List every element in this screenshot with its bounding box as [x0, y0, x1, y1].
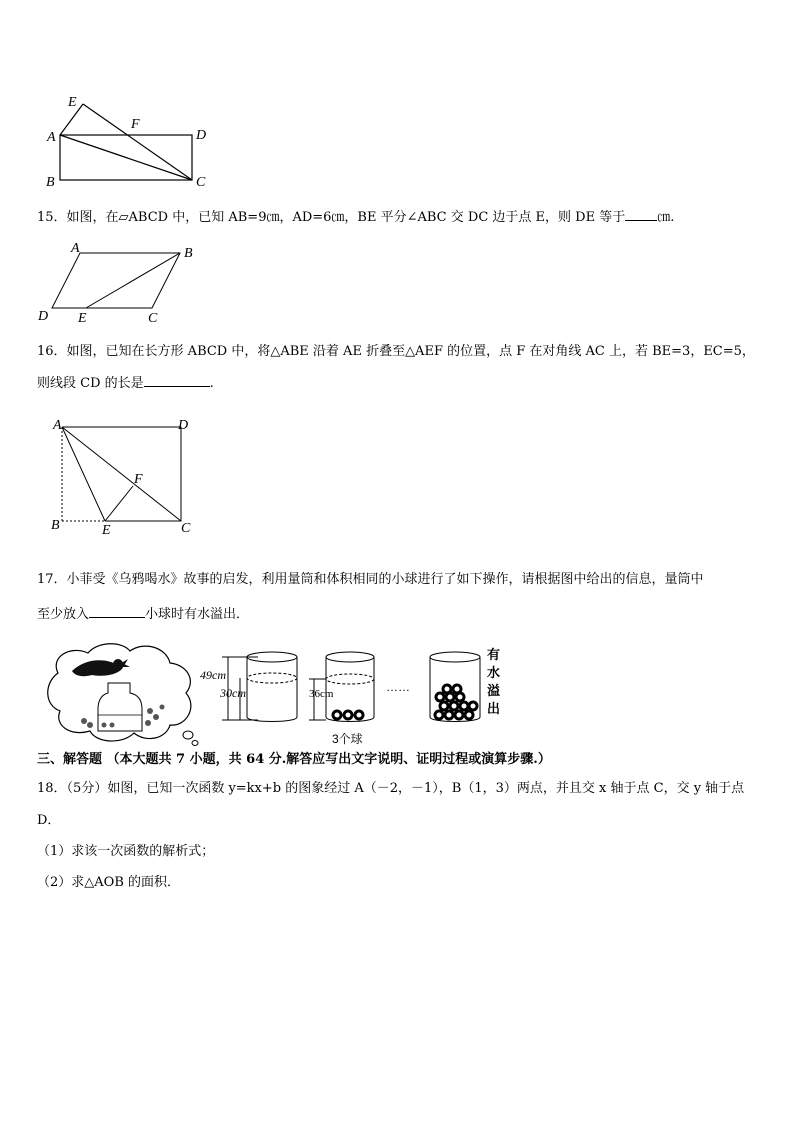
q16-label-a: A: [53, 418, 62, 433]
q18-sub1: （1）求该一次函数的解析式；: [37, 844, 215, 859]
label-height-water: 30cm: [220, 686, 246, 700]
three-balls: [333, 711, 363, 719]
overflow-char-1: 有: [487, 647, 501, 662]
q15-text-before: 15．如图，在▱ABCD 中，已知 AB=9㎝，AD=6㎝，BE 平分∠ABC 交 DC 边于点 E，则 DE 等于: [37, 210, 626, 225]
q15-label-a: A: [71, 241, 80, 256]
q18-line2: D．: [37, 813, 61, 828]
overflow-char-2: 水: [487, 665, 501, 680]
q15-answer-blank[interactable]: [625, 206, 657, 221]
label-height-total: 49cm: [200, 668, 226, 682]
q18-sub2: （2）求△AOB 的面积．: [37, 875, 181, 890]
figure-q16: [0, 415, 794, 545]
overflow-char-3: 溢: [487, 683, 501, 698]
label-height-after: 36cm: [309, 688, 334, 700]
q15-label-c: C: [148, 311, 158, 326]
segment-ec: [83, 104, 192, 180]
q16-label-f: F: [134, 472, 143, 487]
q17-line2-after: 小球时有水溢出．: [145, 607, 250, 622]
segment-ac: [62, 427, 181, 521]
segment-ae: [62, 427, 105, 521]
figure-q14: [0, 0, 794, 200]
label-c: C: [196, 175, 206, 190]
q17-line2-before: 至少放入: [37, 607, 90, 622]
q15-label-d: D: [38, 309, 49, 324]
q15-label-e: E: [78, 311, 87, 326]
q16-label-c: C: [181, 521, 191, 536]
q15-text: [37, 206, 674, 228]
segment-ef: [105, 486, 133, 521]
section3-title: 三、解答题 （本大题共 7 小题，共 64 分.解答应写出文字说明、证明过程或演算步骤.）: [37, 752, 551, 767]
label-d: D: [196, 128, 207, 143]
parallelogram-abcd: [52, 253, 180, 308]
segment-ac: [60, 135, 192, 180]
q16-line2: [37, 372, 214, 394]
label-f: F: [131, 117, 140, 132]
q18-line1: 18．（5分）如图，已知一次函数 y=kx+b 的图象经过 A（－2，－1），B（1，3）两点，并且交 x 轴于点 C，交 y 轴于点: [37, 781, 745, 796]
ellipsis-dots: ……: [386, 680, 410, 694]
q16-line1: 16．如图，已知在长方形 ABCD 中，将△ABE 沿着 AE 折叠至△AEF 的位置，点 F 在对角线 AC 上，若 BE=3，EC=5，: [37, 344, 755, 359]
many-balls: [435, 685, 477, 719]
q16-label-b: B: [51, 518, 60, 533]
label-e: E: [68, 95, 77, 110]
q17-line1: 17．小菲受《乌鸦喝水》故事的启发，利用量筒和体积相同的小球进行了如下操作，请根据图中给出的信息，量筒中: [37, 572, 704, 587]
q17-answer-blank[interactable]: [89, 603, 145, 618]
overflow-char-4: 出: [487, 701, 501, 716]
label-b: B: [46, 175, 55, 190]
q16-label-e: E: [102, 523, 111, 538]
q17-line2: [37, 603, 249, 625]
q15-text-after: ㎝.: [657, 210, 675, 225]
q16-line2-after: .: [209, 376, 214, 391]
q16-answer-blank[interactable]: [144, 372, 210, 387]
q16-line2-before: 则线段 CD 的长是: [37, 376, 144, 391]
q16-label-d: D: [178, 418, 189, 433]
crow-cloud-illustration: [48, 644, 198, 746]
q15-label-b: B: [184, 246, 193, 261]
caption-three-balls: 3个球: [332, 732, 363, 746]
label-a: A: [47, 130, 56, 145]
figure-q17: [0, 635, 794, 755]
cylinder-1: [247, 657, 297, 722]
